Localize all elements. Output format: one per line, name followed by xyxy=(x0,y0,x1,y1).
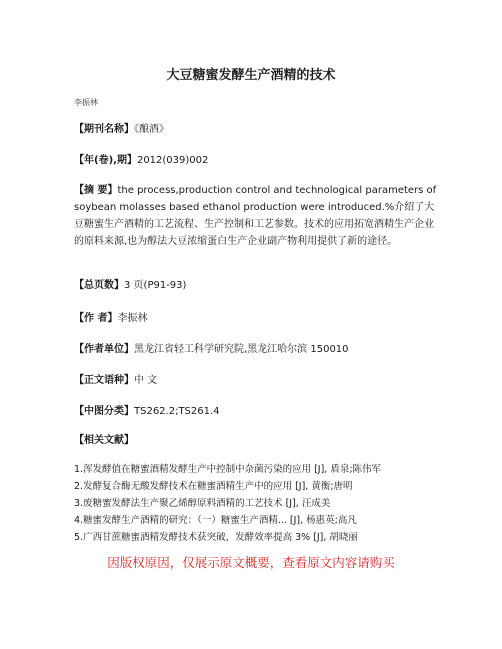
year-field xyxy=(74,153,439,168)
related-item-2[interactable]: 2.发酵复合酶无酸发酵技术在糖蜜酒精生产中的应用 [J], 黄衡;唐明 xyxy=(74,481,353,492)
classification-label: 【中图分类】 xyxy=(74,406,134,417)
pages-label: 【总页数】 xyxy=(74,280,124,291)
author-label: 【作 者】 xyxy=(74,313,118,324)
related-item-1[interactable]: 1.浑发酵值在糖蜜酒精发酵生产中控制中杂菌污染的应用 [J], 盾泉;陈伟军 xyxy=(74,464,382,475)
abstract-field xyxy=(74,182,439,250)
author-value: 李振林 xyxy=(117,313,148,324)
related-list xyxy=(74,461,444,546)
pages-value: 3 页(P91-93) xyxy=(124,280,187,291)
abstract-value: the process,production control and technological parameters of soybean molasses based ethanol production were introduced.%介绍了大豆糖蜜生产酒精的工艺流程、生产控制和工艺参数。技术的应用拓宽酒精生产企业的原料来源,也为醇法大豆浓缩蛋白生产企业副产物利用提供了新的途径。 xyxy=(74,185,437,247)
related-item-5[interactable]: 5.广西甘蔗糖蜜酒精发酵技术获突破，发酵效率提高 3% [J], 胡晓丽 xyxy=(74,532,358,543)
classification-value: TS262.2;TS261.4 xyxy=(134,406,220,417)
language-label: 【正文语种】 xyxy=(74,375,134,386)
related-item-4[interactable]: 4.糖蜜发酵生产酒精的研究：（一）糖蜜生产酒精... [J], 杨惠英;高凡 xyxy=(74,515,357,526)
journal-field xyxy=(74,122,439,137)
journal-label: 【期刊名称】 xyxy=(74,124,134,135)
document-title: 大豆糖蜜发酵生产酒精的技术 xyxy=(166,68,336,83)
year-label: 【年(卷),期】 xyxy=(74,155,137,166)
abstract-label: 【摘 要】 xyxy=(74,185,118,196)
year-value: 2012(039)002 xyxy=(136,155,209,166)
author-byline: 李振林 xyxy=(74,98,98,107)
affiliation-value: 黑龙江省轻工科学研究院,黑龙江哈尔滨 150010 xyxy=(134,344,349,355)
author-field xyxy=(74,311,439,326)
journal-value: 《酿酒》 xyxy=(134,124,169,135)
affiliation-field xyxy=(74,342,439,357)
affiliation-label: 【作者单位】 xyxy=(74,344,134,355)
language-field xyxy=(74,373,439,388)
related-label: 【相关文献】 xyxy=(74,435,134,446)
language-value: 中 文 xyxy=(134,375,158,386)
copyright-notice[interactable]: 因版权原因，仅展示原文概要，查看原文内容请购买 xyxy=(107,555,395,570)
related-item-3[interactable]: 3.废糖蜜发酵法生产聚乙烯醇原料酒精的工艺技术 [J], 汪成美 xyxy=(74,498,331,509)
classification-field xyxy=(74,404,439,419)
pages-field xyxy=(74,278,439,293)
related-heading xyxy=(74,433,439,448)
